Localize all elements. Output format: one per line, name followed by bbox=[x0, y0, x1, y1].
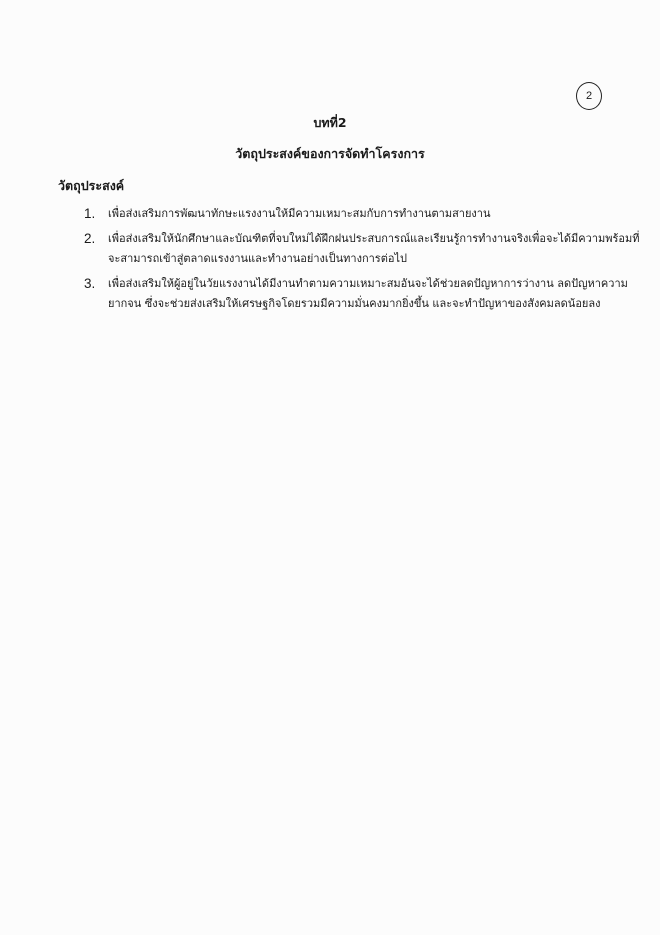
section-heading: วัตถุประสงค์ bbox=[58, 178, 125, 193]
objective-text-line: จะสามารถเข้าสู่ตลาดแรงงานและทำงานอย่างเป็นทางการต่อไป bbox=[108, 252, 407, 265]
objective-text-line: ยากจน ซึ่งจะช่วยส่งเสริมให้เศรษฐกิจโดยรวมมีความมั่นคงมากยิ่งขึ้น และจะทำปัญหาของสังคมลดน้อยลง bbox=[108, 297, 601, 310]
objective-number: 2. bbox=[84, 231, 96, 246]
page-number: 2 bbox=[585, 90, 593, 102]
chapter-subtitle: วัตถุประสงค์ของการจัดทำโครงการ bbox=[235, 146, 425, 161]
chapter-title: บทที่2 bbox=[313, 115, 347, 130]
objective-number: 3. bbox=[84, 276, 96, 291]
objective-text-line: เพื่อส่งเสริมให้นักศึกษาและบัณฑิตที่จบใหม่ได้ฝึกฝนประสบการณ์และเรียนรู้การทำงานจริงเพื่อจะได้มีความพร้อมที่ bbox=[108, 232, 640, 245]
objective-number: 1. bbox=[84, 206, 96, 221]
objective-item bbox=[80, 274, 628, 314]
objective-item bbox=[80, 229, 640, 269]
objective-item bbox=[80, 204, 600, 224]
page-number-badge bbox=[576, 82, 602, 110]
objective-text-line: เพื่อส่งเสริมการพัฒนาทักษะแรงงานให้มีความเหมาะสมกับการทำงานตามสายงาน bbox=[108, 207, 491, 220]
objective-text-line: เพื่อส่งเสริมให้ผู้อยู่ในวัยแรงงานได้มีงานทำตามความเหมาะสมอันจะได้ช่วยลดปัญหาการว่างาน ลดปัญหาความ bbox=[108, 277, 628, 290]
objectives-list bbox=[80, 204, 640, 319]
